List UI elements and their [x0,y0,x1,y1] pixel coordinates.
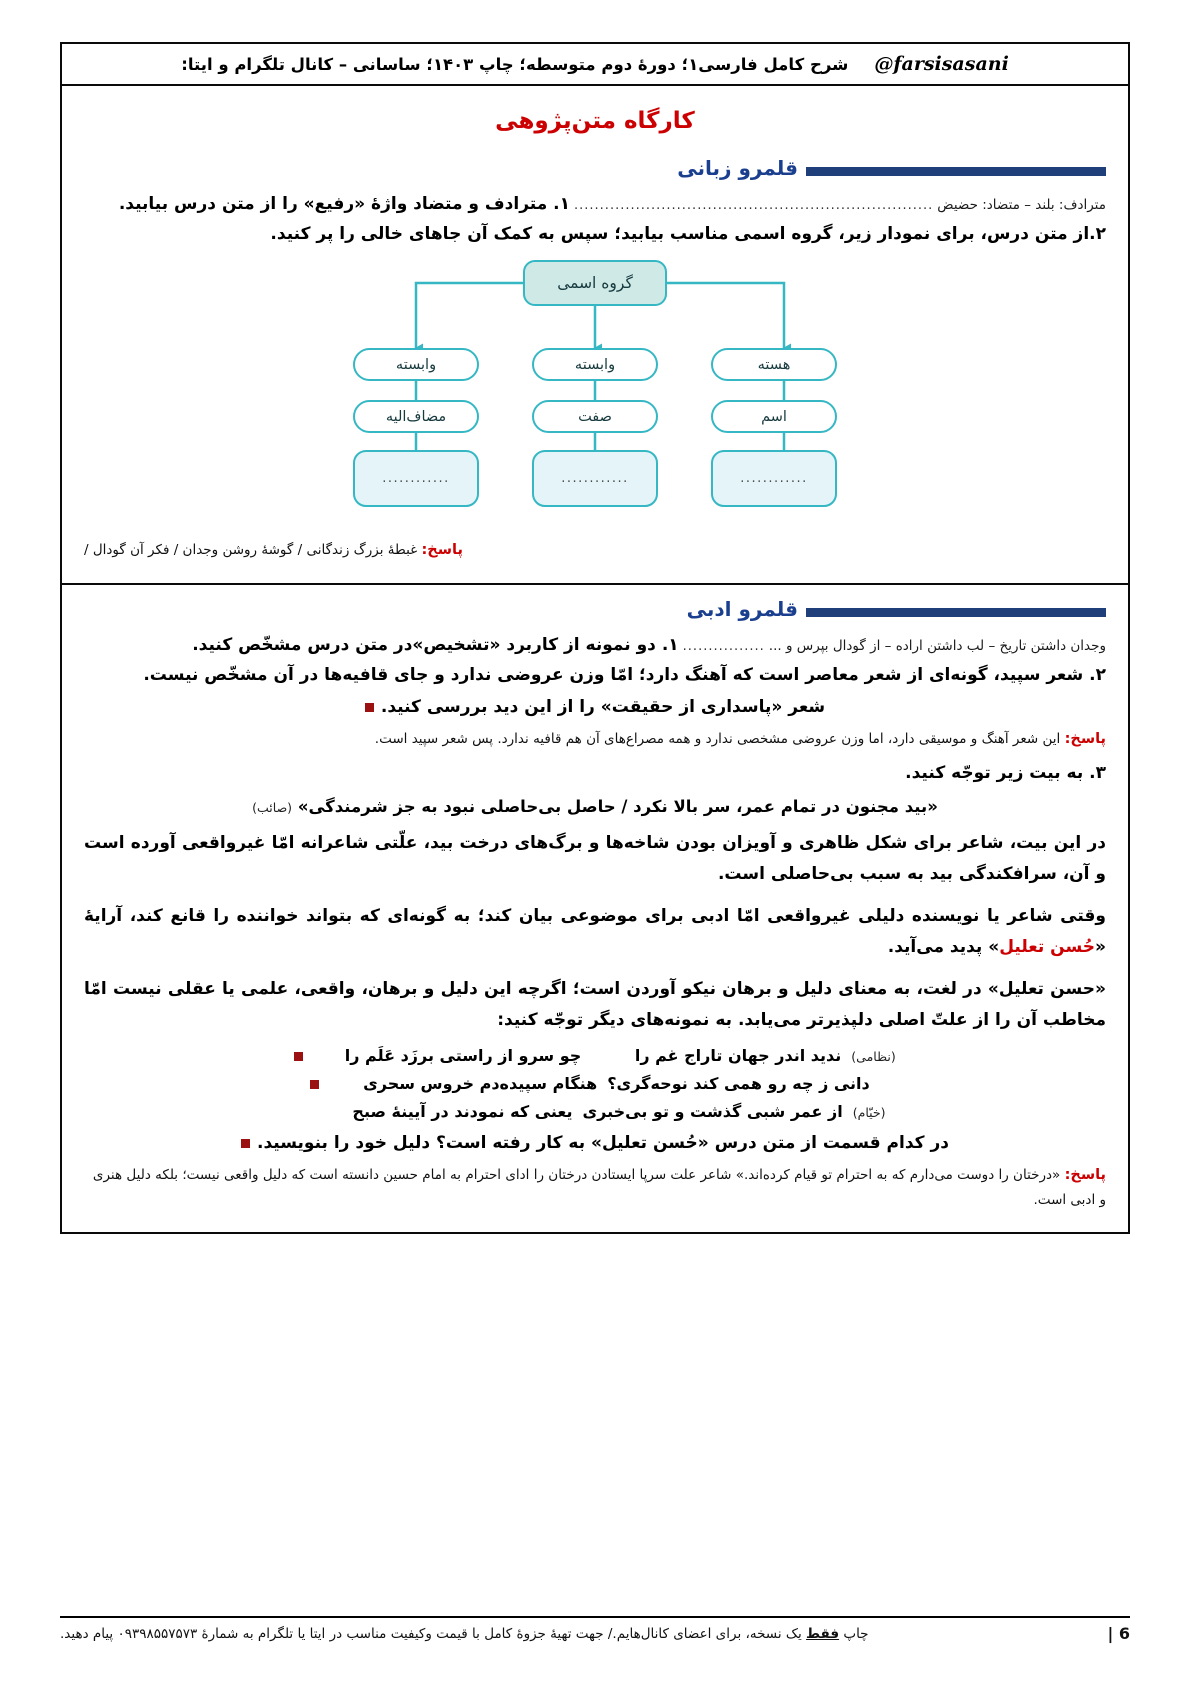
lit-q1-dots: ................ [682,639,765,655]
page-number: 6 | [1107,1624,1130,1643]
answer-text: غبطهٔ بزرگ زندگانی / گوشهٔ روشن وجدان / فکر آن گودال / [84,542,418,558]
answer-text-2: این شعر آهنگ و موسیقی دارد، اما وزن عروضی مشخصی ندارد و همه مصراع‌های آن هم قافیه ندارد. پس شعر سپید است. [374,731,1061,748]
explanation-paragraph-3: «حسن تعلیل» در لغت، به معنای دلیل و برهان نیکو آوردن است؛ اگرچه این دلیل و برهان، واقعی، علمی یا عقلی نیست امّا مخاطب آن را از علتّ اصلی دلپذیرتر می‌یابد. به نمونه‌های دیگر توجّه کنید: [84,978,1106,1030]
example-2-hemistich-1: هنگام سپیده‌دم خروس سحری [363,1074,598,1094]
page-footer [60,1616,1130,1643]
answer-tag: پاسخ: [421,542,463,558]
footer-note [60,1626,869,1642]
example-verse-1 [84,1046,1106,1065]
para2-part-b: » پدید می‌آید. [887,937,1000,958]
example-1-hemistich-2: ندید اندر جهان تاراج غم را [634,1046,842,1066]
diagram-node-esm: اسم [711,400,837,433]
literary-question-2: ۲. شعر سپید، گونه‌ای از شعر معاصر است که آهنگ دارد؛ امّا وزن عروضی ندارد و جای قافیه‌ها در آن مشخّص نیست. [143,665,1106,686]
explanation-paragraph-1: در این بیت، شاعر برای شکل ظاهری و آویزان بودن شاخه‌ها و برگ‌های درخت بید، علّتی شاعرانه امّا غیرواقعی آورده است و آن، سرافکندگی بید به سبب بی‌حاصلی است. [84,832,1106,885]
couplet-poet: (صائب) [252,799,293,815]
hosn-taalil-highlight: حُسن تعلیل [999,937,1096,958]
diagram-blank-sefat[interactable]: ............ [532,450,658,507]
example-2-hemistich-2: دانی ز چه رو همی کند نوحه‌گری؟ [607,1074,870,1094]
heading-rule-2 [806,608,1106,617]
linguistic-question-2: ۲.از متن درس، برای نمودار زیر، گروه اسمی مناسب بیابید؛ سپس به کمک آن جاهای خالی را پر کنید. [270,224,1106,244]
q1-inline-answer: مترادف: بلند – متضاد: حضیض [937,197,1106,213]
diagram-blank-mozafonelayh[interactable]: ............ [353,450,479,507]
literary-section [62,585,1128,1232]
example-1-poet: (نظامی) [851,1049,896,1065]
final-answer [84,1163,1106,1212]
q1-dots: ...................................................................... [574,198,934,213]
footer-content [60,1624,1130,1643]
footer-rule [60,1616,1130,1618]
diagram-node-sefat: صفت [532,400,658,433]
explanation-paragraph-2 [84,901,1106,964]
literary-q2-bullet-text: شعر «پاسداری از حقیقت» را از این دید بررسی کنید. [380,697,826,718]
diagram-node-haste: هسته [711,348,837,381]
literary-q2-bullet-row [84,697,1106,717]
noun-group-diagram [335,260,855,530]
bullet-square-icon [310,1080,319,1089]
final-question-row [84,1133,1106,1153]
page-header [60,42,1130,86]
answer-text-3: «درختان را دوست می‌دارم که به احترام تو قیام کرده‌اند.» شاعر علت سرپا ایستادن درختان را ادای احترام به امام حسین دانسته است که دلیل واقعی نیست؛ بلکه دلیل هنری و ادبی است. [92,1167,1106,1208]
telegram-handle: @farsisasani [874,53,1009,75]
linguistic-heading-label: قلمرو زبانی [677,156,798,180]
example-1-hemistich-1: چو سرو از راستی برزَد عَلَم را [344,1046,582,1066]
final-question-text: در کدام قسمت از متن درس «حُسن تعلیل» به کار رفته است؟ دلیل خود را بنویسید. [257,1133,949,1154]
footer-note-emphasis: فقط [806,1625,840,1642]
linguistic-section [62,86,1128,583]
saeb-couplet [84,797,1106,816]
bullet-square-icon [294,1052,303,1061]
para2-part-a: وقتی شاعر یا نویسنده دلیلی غیرواقعی امّا ادبی برای موضوعی بیان کند؛ به گونه‌ای که بتواند خواننده را قانع کند، آرایهٔ [84,905,1106,926]
literary-question-1 [84,635,1106,655]
page-title: کارگاه متن‌پژوهی [495,108,695,134]
diagram-node-mozafonelayh: مضاف‌الیه [353,400,479,433]
header-title: شرح کامل فارسی۱؛ دورهٔ دوم متوسطه؛ چاپ ۱۴۰۳؛ ساسانی – کانال تلگرام و ایتا: [181,54,849,74]
bullet-square-icon [241,1139,250,1148]
literary-heading-label: قلمرو ادبی [686,597,798,622]
diagram-blank-esm[interactable]: ............ [711,450,837,507]
answer-tag-2: پاسخ: [1064,731,1106,748]
example-verse-2 [84,1074,1106,1093]
example-verse-3 [84,1102,1106,1121]
example-3-hemistich-1: یعنی که نمودند در آیینهٔ صبح [352,1102,573,1122]
bullet-square-icon [365,703,374,712]
lit-q1-text: ۱. دو نمونه از کاربرد «تشخیص»در متن درس مشخّص کنید. [192,635,679,656]
example-3-poet: (خیّام) [852,1105,886,1121]
literary-q2-answer [84,727,1106,752]
lit-q1-inline-answer: وجدان داشتن تاریخ – لب داشتن اراده – از گودال بپرس و ... [768,638,1106,655]
linguistic-heading [84,156,1106,180]
para2-quote-open: « [1095,937,1106,958]
diagram-node-vabaste-1: وابسته [353,348,479,381]
diagram-node-vabaste-2: وابسته [532,348,658,381]
answer-tag-3: پاسخ: [1064,1167,1106,1184]
footer-note-c: یک نسخه، برای اعضای کانال‌هایم./ جهت تهیهٔ جزوهٔ کامل با قیمت وکیفیت مناسب در ایتا یا تلگرام به شمارهٔ ۰۹۳۹۸۵۵۷۵۷۳ پیام دهید. [60,1625,802,1642]
linguistic-answer [84,538,1106,563]
linguistic-question-1 [84,194,1106,214]
heading-rule [806,167,1106,176]
example-3-hemistich-2: از عمر شبی گذشت و تو بی‌خبری [582,1102,843,1122]
diagram-node-root: گروه اسمی [523,260,667,306]
q1-text: ۱. مترادف و متضاد واژهٔ «رفیع» را از متن درس بیابید. [118,194,571,214]
literary-heading [84,597,1106,621]
footer-note-a: چاپ [843,1625,869,1642]
literary-question-3: ۳. به بیت زیر توجّه کنید. [905,762,1106,783]
couplet-text: «بید مجنون در تمام عمر، سر بالا نکرد / حاصل بی‌حاصلی نبود به جز شرمندگی» [297,796,938,816]
content-frame [60,86,1130,1234]
